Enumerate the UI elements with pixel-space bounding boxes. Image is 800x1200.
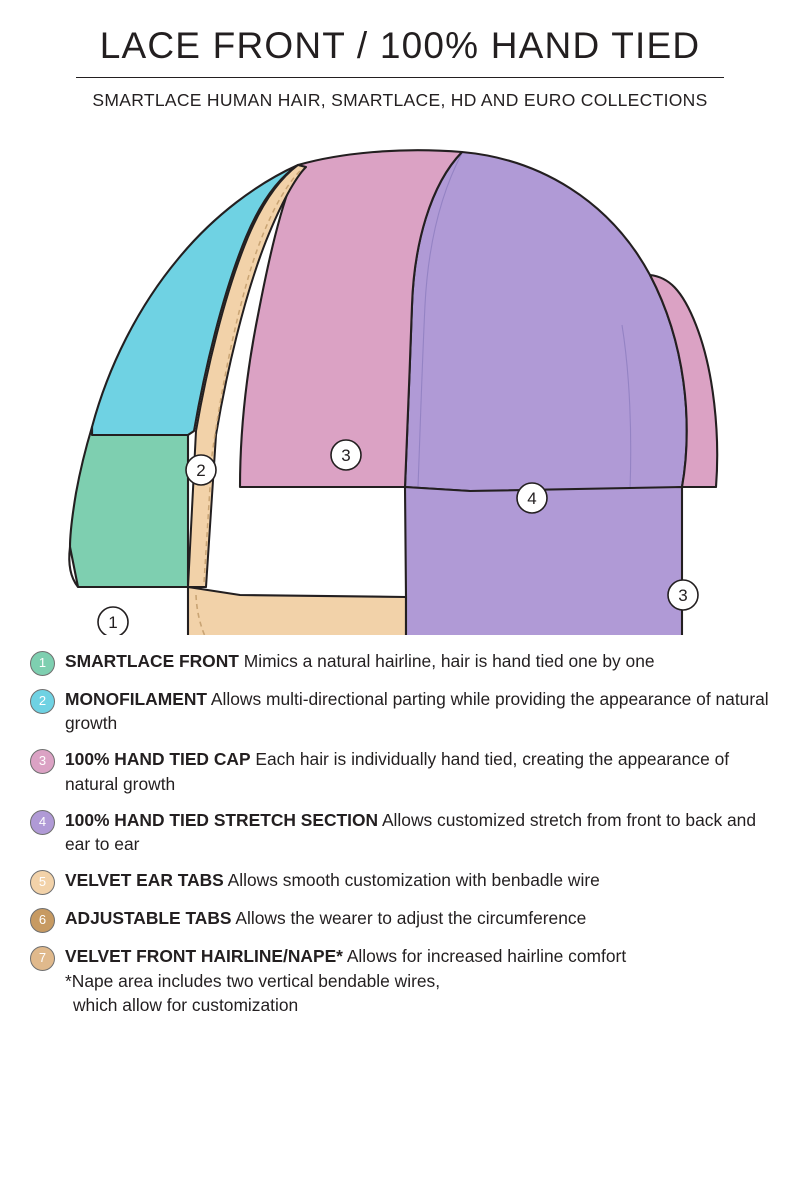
region-smartlace-front [70,427,188,587]
callout-3 [331,440,361,470]
legend-text-5 [65,868,600,893]
wig-cap-diagram [0,135,800,635]
legend-text-2 [65,687,774,736]
region-velvet-ear-tab [188,587,406,635]
callout-4 [517,483,547,513]
legend-term-6: ADJUSTABLE TABS [65,907,232,928]
legend-badge-3: 3 [30,749,55,774]
legend-desc-1: Mimics a natural hairline, hair is hand tied one by one [238,650,655,671]
title-divider [76,77,724,78]
legend-desc-5: Allows smooth customization with benbadle wire [223,869,600,890]
legend-text-7 [65,944,626,1018]
legend-text-6 [65,906,586,931]
list-item [30,649,774,676]
callout-2 [186,455,216,485]
legend-desc-3: Each hair is individually hand tied, creating the appearance of natural growth [65,749,730,794]
legend-desc-6: Allows the wearer to adjust the circumference [231,907,587,928]
callout-3-back [668,580,698,610]
legend-text-4 [65,808,774,857]
legend-badge-4: 4 [30,810,55,835]
list-item [30,747,774,796]
region-nape-band [405,487,682,635]
list-item [30,868,774,895]
legend-term-1: SMARTLACE FRONT [65,650,239,671]
legend-note-7: *Nape area includes two vertical bendable wires, [65,970,441,991]
svg-text:3: 3 [678,585,688,605]
legend-term-7: VELVET FRONT HAIRLINE/NAPE* [65,945,343,966]
legend-desc-2: Allows multi-directional parting while providing the appearance of natural growth [65,688,769,734]
svg-text:1: 1 [108,612,118,632]
list-item [30,808,774,857]
list-item [30,906,774,933]
callout-1 [98,607,128,635]
svg-text:2: 2 [196,460,206,480]
legend-desc-4: Allows customized stretch from front to back and ear to ear [65,809,757,855]
legend-note-7b: which allow for customization [73,995,299,1016]
list-item [30,687,774,736]
legend-text-3 [65,747,774,796]
legend-list [0,649,800,1018]
svg-text:3: 3 [341,445,351,465]
list-item [30,944,774,1018]
legend-badge-7: 7 [30,946,55,971]
svg-text:4: 4 [527,488,537,508]
region-stretch-section [405,152,687,491]
legend-badge-5: 5 [30,870,55,895]
legend-text-1 [65,649,655,674]
page-header [0,0,800,111]
page-title: LACE FRONT / 100% HAND TIED [99,25,701,66]
legend-desc-7: Allows for increased hairline comfort [342,945,627,966]
legend-badge-6: 6 [30,908,55,933]
legend-term-3: 100% HAND TIED CAP [65,749,251,770]
legend-badge-2: 2 [30,689,55,714]
legend-term-5: VELVET EAR TABS [65,869,224,890]
page-subtitle: SMARTLACE HUMAN HAIR, SMARTLACE, HD AND EURO COLLECTIONS [92,89,708,110]
legend-term-2: MONOFILAMENT [65,688,208,709]
legend-badge-1: 1 [30,651,55,676]
legend-term-4: 100% HAND TIED STRETCH SECTION [65,809,379,830]
